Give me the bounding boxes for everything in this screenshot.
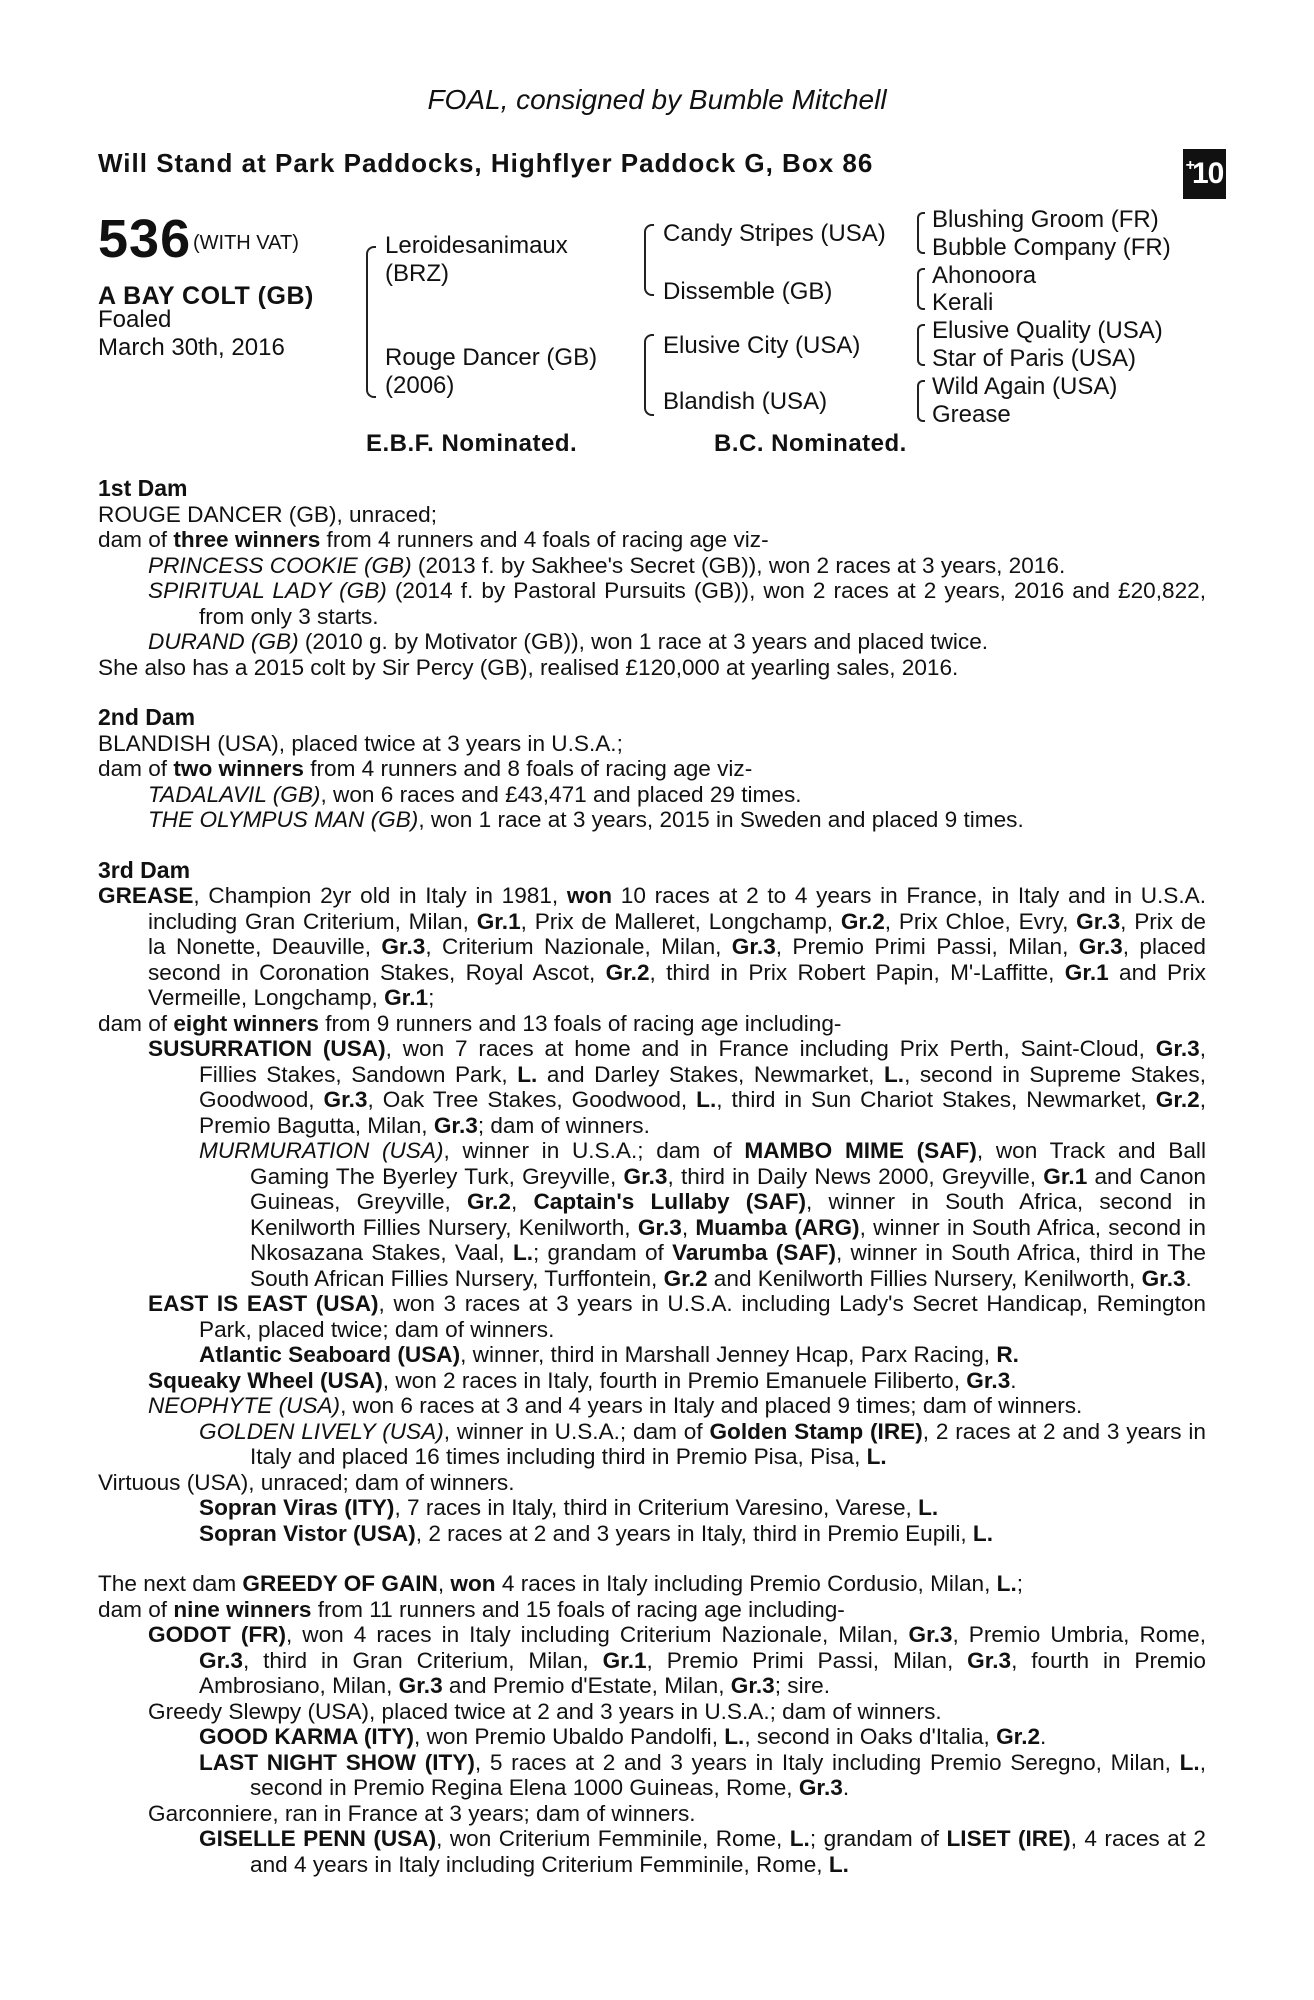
- produce-entry: DURAND (GB) (2010 g. by Motivator (GB)), won 1 race at 3 years and placed twice.: [148, 629, 989, 654]
- stabling-line: Will Stand at Park Paddocks, Highflyer Paddock G, Box 86: [98, 148, 874, 178]
- produce-entry: Sopran Vistor (USA), 2 races at 2 and 3 years in Italy, third in Premio Eupili, L.: [199, 1520, 994, 1546]
- consignor-line: FOAL, consigned by Bumble Mitchell: [427, 84, 887, 115]
- sire: Leroidesanimaux (BRZ): [385, 232, 568, 287]
- produce-entry: Garconniere, ran in France at 3 years; dam of winners.: [148, 1800, 696, 1826]
- g-brace-4: [917, 380, 925, 422]
- sire-dam-brace: [366, 246, 376, 398]
- dam2-produce: dam of two winners from 4 runners and 8 foals of racing age viz-: [98, 756, 753, 781]
- next-dam-line: The next dam GREEDY OF GAIN, won 4 races in Italy including Premio Cordusio, Milan, L.;: [98, 1571, 1024, 1596]
- produce-entry: TADALAVIL (GB), won 6 races and £43,471 and placed 29 times.: [148, 781, 802, 807]
- g-brace-3: [917, 324, 925, 366]
- dam-dam: Blandish (USA): [663, 388, 828, 415]
- produce-entry: Sopran Viras (ITY), 7 races in Italy, third in Criterium Varesino, Varese, L.: [199, 1495, 939, 1520]
- sire-brace: [644, 224, 654, 296]
- foaled-info: Foaled March 30th, 2016: [98, 306, 285, 361]
- produce-entry: PRINCESS COOKIE (GB) (2013 f. by Sakhee's Secret (GB)), won 2 races at 3 years, 2016.: [148, 552, 1066, 578]
- produce-entry: THE OLYMPUS MAN (GB), won 1 race at 3 years, 2015 in Sweden and placed 9 times.: [148, 807, 1024, 832]
- lot-number-badge: + 10: [1183, 149, 1226, 199]
- pedigree-notes: [98, 476, 1206, 1877]
- dam1-footnote: She also has a 2015 colt by Sir Percy (GB), realised £120,000 at yearling sales, 2016.: [98, 654, 959, 680]
- ebf-note: E.B.F. Nominated.: [366, 430, 578, 457]
- produce-entry: Virtuous (USA), unraced; dam of winners.: [98, 1469, 515, 1495]
- produce-entry: Greedy Slewpy (USA), placed twice at 2 and 3 years in U.S.A.; dam of winners.: [148, 1698, 942, 1724]
- g-brace-2: [917, 268, 925, 310]
- produce-entry: GOLDEN LIVELY (USA), winner in U.S.A.; dam of Golden Stamp (IRE), 2 races at 2 and 3 years in Italy and placed 16 times including third in Premio Pisa, Pisa, L.: [199, 1418, 1206, 1469]
- dam3-record: GREASE, Champion 2yr old in Italy in 1981, won 10 races at 2 to 4 years in France, in Italy and in U.S.A. including Gran Criterium, Milan, Gr.1, Prix de Malleret, Longchamp, Gr.2, Prix Chloe, Evry, Gr.3, Prix de la Nonette, Deauville, Gr.3, Criterium Nazionale, Milan, Gr.3, Premio Primi Passi, Milan, Gr.3, placed second in Coronation Stakes, Royal Ascot, Gr.2, third in Prix Robert Papin, M'-Laffitte, Gr.1 and Prix Vermeille, Longchamp, Gr.1;: [98, 883, 1207, 1010]
- produce-entry: GODOT (FR), won 4 races in Italy including Criterium Nazionale, Milan, Gr.3, Premio Umbria, Rome, Gr.3, third in Gran Criterium, Milan, Gr.1, Premio Primi Passi, Milan, Gr.3, fourth in Premio Ambrosiano, Milan, Gr.3 and Premio d'Estate, Milan, Gr.3; sire.: [148, 1622, 1206, 1698]
- produce-entry: GISELLE PENN (USA), won Criterium Femminile, Rome, L.; grandam of LISET (IRE), 4 races at 2 and 4 years in Italy including Criterium Femminile, Rome, L.: [199, 1826, 1207, 1877]
- dam1-heading: 1st Dam: [98, 475, 188, 501]
- produce-entry: SUSURRATION (USA), won 7 races at home and in France including Prix Perth, Saint-Cloud, Gr.3, Fillies Stakes, Sandown Park, L. and Darley Stakes, Newmarket, L., second in Supreme Stakes, Goodwood, Gr.3, Oak Tree Stakes, Goodwood, L., third in Sun Chariot Stakes, Newmarket, Gr.2, Premio Bagutta, Milan, Gr.3; dam of winners.: [148, 1036, 1207, 1138]
- vat-label: (WITH VAT): [193, 232, 299, 254]
- produce-entry: Squeaky Wheel (USA), won 2 races in Italy, fourth in Premio Emanuele Filiberto, Gr.3.: [148, 1367, 1017, 1393]
- sire-dam: Dissemble (GB): [663, 278, 833, 305]
- g-brace-1: [917, 212, 925, 254]
- dam: Rouge Dancer (GB) (2006): [385, 344, 598, 399]
- sire-sire: Candy Stripes (USA): [663, 220, 886, 247]
- bc-note: B.C. Nominated.: [714, 430, 907, 457]
- dam2-heading: 2nd Dam: [98, 704, 196, 730]
- dam3-produce: dam of eight winners from 9 runners and 13 foals of racing age including-: [98, 1010, 842, 1036]
- dam-sire: Elusive City (USA): [663, 332, 861, 359]
- dam2-line: BLANDISH (USA), placed twice at 3 years in U.S.A.;: [98, 730, 623, 756]
- lot-title: A BAY COLT (GB): [98, 282, 314, 310]
- produce-entry: EAST IS EAST (USA), won 3 races at 3 years in U.S.A. including Lady's Secret Handicap, Remington Park, placed twice; dam of winners.: [148, 1291, 1206, 1342]
- produce-entry: NEOPHYTE (USA), won 6 races at 3 and 4 years in Italy and placed 9 times; dam of winners.: [148, 1393, 1083, 1418]
- g-ancestors: Blushing Groom (FR) Bubble Company (FR) Ahonoora Kerali Elusive Quality (USA) Star of Paris (USA) Wild Again (USA) Grease: [932, 206, 1171, 428]
- dam1-line: ROUGE DANCER (GB), unraced;: [98, 501, 437, 527]
- produce-entry: Atlantic Seaboard (USA), winner, third in Marshall Jenney Hcap, Parx Racing, R.: [199, 1342, 1019, 1367]
- dam-brace: [644, 334, 654, 416]
- produce-entry: GOOD KARMA (ITY), won Premio Ubaldo Pandolfi, L., second in Oaks d'Italia, Gr.2.: [199, 1724, 1047, 1749]
- dam1-produce: dam of three winners from 4 runners and 4 foals of racing age viz-: [98, 527, 769, 552]
- produce-entry: MURMURATION (USA), winner in U.S.A.; dam of MAMBO MIME (SAF), won Track and Ball Gaming The Byerley Turk, Greyville, Gr.3, third in Daily News 2000, Greyville, Gr.1 and Canon Guineas, Greyville, Gr.2, Captain's Lullaby (SAF), winner in South Africa, second in Kenilworth Fillies Nursery, Kenilworth, Gr.3, Muamba (ARG), winner in South Africa, second in Nkosazana Stakes, Vaal, L.; grandam of Varumba (SAF), winner in South Africa, third in The South African Fillies Nursery, Turffontein, Gr.2 and Kenilworth Fillies Nursery, Kenilworth, Gr.3.: [199, 1138, 1206, 1291]
- lot-number: 536: [98, 209, 192, 269]
- next-dam-produce: dam of nine winners from 11 runners and 15 foals of racing age including-: [98, 1596, 845, 1622]
- produce-entry: SPIRITUAL LADY (GB) (2014 f. by Pastoral Pursuits (GB)), won 2 races at 2 years, 2016 and £20,822, from only 3 starts.: [148, 578, 1207, 629]
- produce-entry: LAST NIGHT SHOW (ITY), 5 races at 2 and 3 years in Italy including Premio Seregno, Milan, L., second in Premio Regina Elena 1000 Guineas, Rome, Gr.3.: [199, 1749, 1206, 1800]
- dam3-heading: 3rd Dam: [98, 856, 191, 883]
